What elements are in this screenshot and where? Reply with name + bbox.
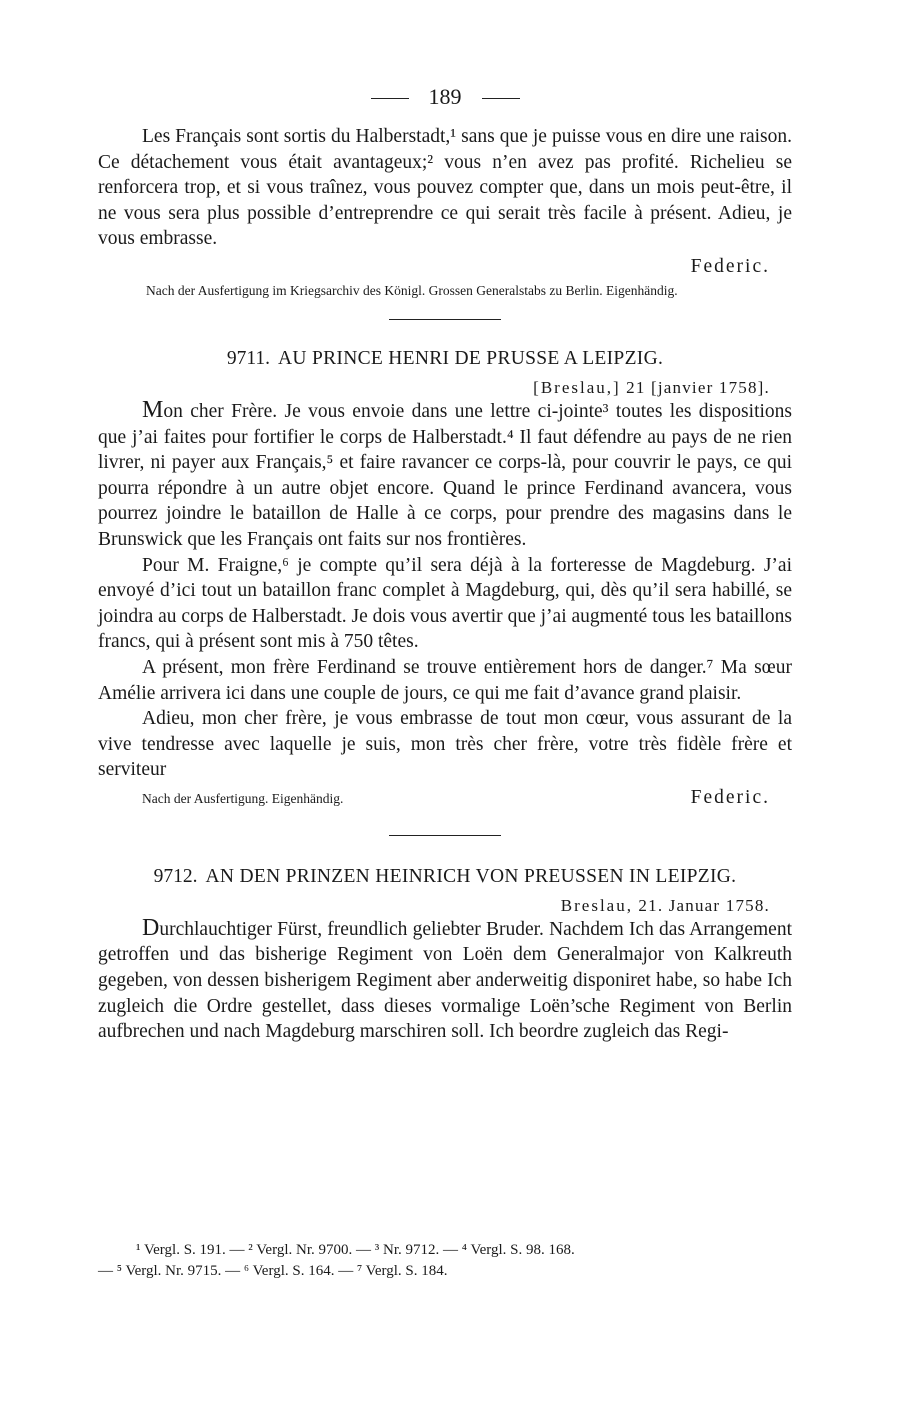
letter-9712-paragraph-1-text: urchlauchtiger Fürst, freundlich geliebter Bruder. Nachdem Ich das Arrangement getroffen und das bisherige Regiment von Loën dem Generalmajor von Kalkreuth gegeben, von dessen bisherigem Regiment aber anderweitig disponiret habe, so habe Ich zugleich die Ordre gestellet, dass dieses vormalige Loën’sche Regiment von Berlin aufbrechen und nach Magdeburg marschiren soll. Ich beordre zugleich das Regi- bbox=[98, 918, 792, 1043]
page-content bbox=[98, 84, 792, 1045]
page-number: 189 bbox=[428, 84, 462, 109]
letter-9712-place: Breslau, bbox=[560, 895, 633, 915]
footnote-line-2: — ⁵ Vergl. Nr. 9715. — ⁶ Vergl. S. 164. — ⁷ Vergl. S. 184. bbox=[98, 1263, 448, 1279]
footnotes bbox=[98, 1240, 792, 1282]
footnote-line-1: ¹ Vergl. S. 191. — ² Vergl. Nr. 9700. — ³ Nr. 9712. — ⁴ Vergl. S. 98. 168. bbox=[136, 1242, 575, 1258]
letter-9712-date: 21. Januar 1758. bbox=[638, 895, 770, 915]
letter-9711-source-note: Nach der Ausfertigung. Eigenhändig. bbox=[142, 790, 344, 806]
letter-9711-closing bbox=[98, 787, 792, 809]
letter-9711-title: AU PRINCE HENRI DE PRUSSE A LEIPZIG. bbox=[278, 347, 664, 369]
letter-9711-paragraph-2: Pour M. Fraigne,⁶ je compte qu’il sera déjà à la forteresse de Magdeburg. J’ai envoyé d’ici tout un bataillon franc complet à Magdeburg, qui, dès qu’il sera habillé, se joindra au corps de Halberstadt. Je dois vous avertir que j’ai augmenté tous les bataillons francs, qui à présent sont mis à 750 têtes. bbox=[98, 554, 792, 653]
section-divider-2 bbox=[389, 835, 501, 836]
letter-9711-initial: M bbox=[142, 396, 164, 423]
letter-9712-heading bbox=[98, 866, 792, 888]
letter-9712-paragraph-1 bbox=[98, 916, 792, 1045]
letter-9711-place: [Breslau,] bbox=[533, 377, 621, 397]
letter-9711-paragraph-4: Adieu, mon cher frère, je vous embrasse de tout mon cœur, vous assurant de la vive tendresse avec laquelle je suis, mon très cher frère, votre très fidèle frère et serviteur bbox=[98, 708, 792, 781]
letter-9712-initial: D bbox=[142, 914, 160, 941]
page-header bbox=[98, 84, 792, 114]
letter-9711-number: 9711. bbox=[226, 347, 271, 369]
section-divider-1 bbox=[389, 319, 501, 320]
letter-9711-dateline bbox=[98, 378, 792, 398]
letter-9712-dateline bbox=[98, 896, 792, 916]
letter-9712-title: AN DEN PRINZEN HEINRICH VON PREUSSEN IN LEIPZIG. bbox=[205, 865, 737, 887]
continuation-paragraph: Les Français sont sortis du Halberstadt,¹ sans que je puisse vous en dire une raison. Ce détachement vous était avantageux;² vous n’en avez pas profité. Richelieu se renforcera trop, et si vous traînez, vous pouvez compter que, dans un mois peut-être, il ne vous sera plus possible d’entreprendre ce qui serait très facile à présent. Adieu, je vous embrasse. bbox=[98, 126, 792, 250]
letter-9711-signature: Federic. bbox=[690, 786, 770, 808]
letter-9711-heading bbox=[98, 348, 792, 370]
letter-9711-paragraph-3: A présent, mon frère Ferdinand se trouve entièrement hors de danger.⁷ Ma sœur Amélie arrivera ici dans une couple de jours, ce qui me fait d’avance grand plaisir. bbox=[98, 656, 792, 704]
continuation-signature: Federic. bbox=[690, 255, 770, 277]
continuation-source-note: Nach der Ausfertigung im Kriegsarchiv des Königl. Grossen Generalstabs zu Berlin. Eigenhändig. bbox=[146, 282, 678, 298]
letter-9711-date: 21 [janvier 1758]. bbox=[626, 377, 770, 397]
header-dash-right bbox=[482, 98, 520, 99]
header-dash-left bbox=[371, 98, 409, 99]
letter-9711-paragraph-1 bbox=[98, 398, 792, 553]
letter-9712-number: 9712. bbox=[153, 865, 198, 887]
letter-9711-paragraph-1-text: on cher Frère. Je vous envoie dans une lettre ci-jointe³ toutes les dispositions que j’ai faites pour fortifier le corps de Halberstadt.⁴ Il faut défendre au pays de ne rien livrer, ni payer aux Français,⁵ et faire ravancer ce corps-là, pour couvrir le pays, ce qui pourra répondre à un autre objet encore. Quand le prince Ferdinand avancera, vous pourrez joindre le bataillon de Halle à ce corps, pour prendre des magasins dans le Brunswick que les Français ont faits sur nos frontières. bbox=[98, 400, 792, 550]
